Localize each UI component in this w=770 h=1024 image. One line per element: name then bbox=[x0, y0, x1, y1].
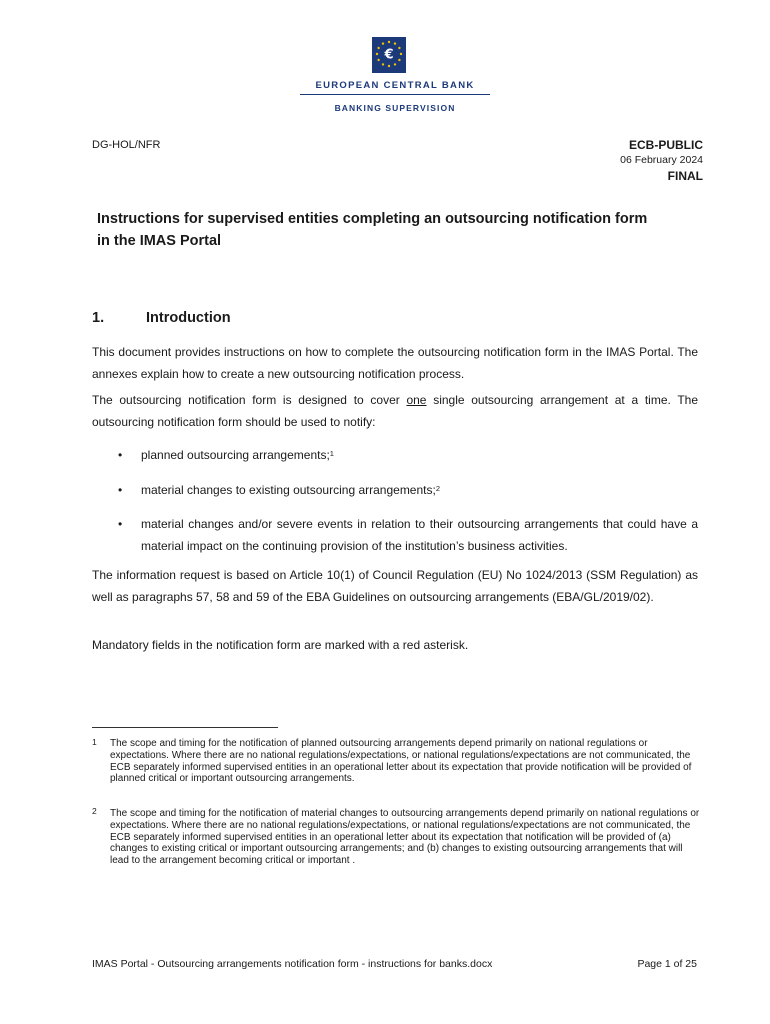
scope-emphasis: one bbox=[406, 393, 427, 407]
footnote-ref[interactable]: 2 bbox=[435, 484, 440, 493]
legal-basis-paragraph: The information request is based on Article 10(1) of Council Regulation (EU) No 1024/2013 (SSM Regulation) as well as paragraphs 57, 58 and 59 of the EBA Guidelines on outsourcing arrangements (EBA/GL/2019/02). bbox=[92, 568, 698, 604]
list-item bbox=[141, 514, 698, 557]
list-item bbox=[141, 445, 698, 467]
list-item-text: planned outsourcing arrangements; bbox=[141, 448, 330, 462]
footnote-separator bbox=[92, 727, 278, 728]
title-line-1: Instructions for supervised entities completing an outsourcing notification form bbox=[97, 211, 648, 227]
list-item-text: material changes to existing outsourcing arrangements; bbox=[141, 483, 436, 497]
document-meta bbox=[620, 138, 703, 184]
footnote-number: 2 bbox=[92, 806, 97, 816]
document-date: 06 February 2024 bbox=[620, 154, 703, 166]
document-title bbox=[97, 208, 707, 252]
page-number: Page 1 of 25 bbox=[637, 958, 697, 970]
intro-paragraph: This document provides instructions on how to complete the outsourcing notification form in the IMAS Portal. The annexes explain how to create a new outsourcing notification process. bbox=[92, 345, 698, 381]
footer-filename: IMAS Portal - Outsourcing arrangements notification form - instructions for banks.docx bbox=[92, 958, 493, 970]
mandatory-fields-note: Mandatory fields in the notification form are marked with a red asterisk. bbox=[92, 638, 469, 652]
scope-text-b: single outsourcing arrangement at a time. The outsourcing notification form should be used to notify: bbox=[92, 393, 698, 429]
classification-label: ECB-PUBLIC bbox=[629, 138, 703, 152]
list-item-text: material changes and/or severe events in relation to their outsourcing arrangements that could have a material impact on the continuing provision of the institution’s business activities. bbox=[141, 517, 698, 553]
bullet-marker: • bbox=[118, 448, 123, 462]
section-heading: Introduction bbox=[146, 310, 231, 326]
bullet-marker: • bbox=[118, 483, 123, 497]
scope-paragraph bbox=[92, 390, 698, 433]
bullet-marker: • bbox=[118, 517, 123, 531]
bank-subtitle: BANKING SUPERVISION bbox=[334, 103, 456, 113]
logo-divider bbox=[300, 94, 490, 95]
bank-name: EUROPEAN CENTRAL BANK bbox=[315, 80, 475, 91]
list-item bbox=[141, 480, 698, 502]
document-status: FINAL bbox=[667, 169, 703, 183]
footnote-ref[interactable]: 1 bbox=[329, 449, 334, 458]
scope-text-a: The outsourcing notification form is designed to cover bbox=[92, 393, 407, 407]
section-number: 1. bbox=[92, 310, 105, 326]
footnote-text: The scope and timing for the notification of material changes to outsourcing arrangements depend primarily on national regulations or expectations. Where there are no national regulations/expectations, or national regulations/expectations are not communicated, the ECB separately informed supervised entities in an operational letter about its expectation that notification will be provided of (a) changes to existing critical or important outsourcing arrangements; and (b) changes to existing outsourcing arrangements that will lead to the arrangement becoming critical or important . bbox=[110, 808, 700, 867]
title-line-2: in the IMAS Portal bbox=[97, 233, 222, 249]
svg-text:€: € bbox=[384, 47, 394, 63]
footnote-number: 1 bbox=[92, 737, 97, 747]
footnote-text: The scope and timing for the notification of planned outsourcing arrangements depend primarily on national regulations or expectations. Where there are no national regulations/expectations, or national regulations/expectations are not communicated, the ECB separately informed supervised entities in an operational letter about its expectation that provide notification will be provided of planned critical or important outsourcing arrangements. bbox=[110, 738, 692, 785]
department-code: DG-HOL/NFR bbox=[92, 139, 161, 151]
ecb-logo-mark bbox=[372, 37, 406, 73]
